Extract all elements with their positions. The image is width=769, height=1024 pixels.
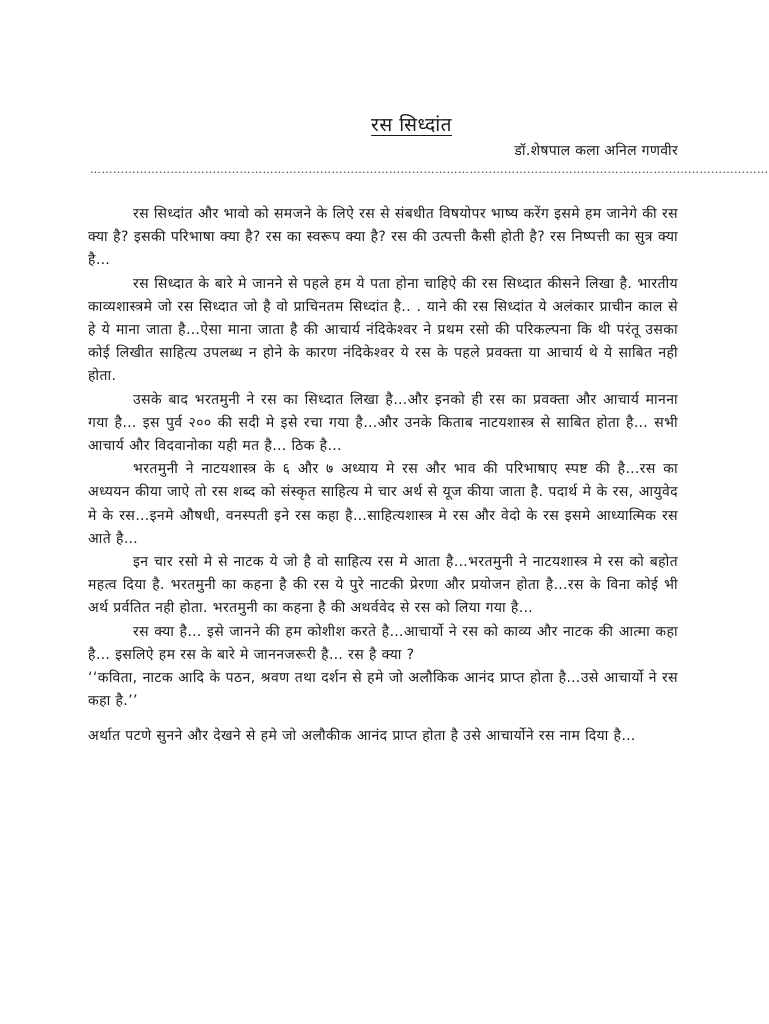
dotted-separator: …………………………………………………………………………………………………………………………………………………………… xyxy=(90,163,769,176)
paragraph: इन चार रसो मे से नाटक ये जो है वो साहित्य रस मे आता है…भरतमुनी ने नाटयशास्त्र मे रस को बहोत महत्व दिया है. भरतमुनी का कहना है की रस ये पुरे नाटकी प्रेरणा और प्रयोजन होता है…रस के विना कोई भी अर्थ प्रर्वतित नही होता. भरतमुनी का कहना है की अथर्ववेद से रस को लिया गया है… xyxy=(88,554,678,617)
paragraph: उसके बाद भरतमुनी ने रस का सिध्दात लिखा है…और इनको ही रस का प्रवक्ता और आचार्य मानना गया है… इस पुर्व २०० की सदी मे इसे रचा गया है…और उनके किताब नाटयशास्त्र से साबित होता है… सभी आचार्य और विदवानोका यही मत है… ठिक है… xyxy=(88,391,678,455)
document-title-text: रस सिध्दांत xyxy=(371,114,452,136)
document-author: डॉ.शेषपाल कला अनिल गणवीर xyxy=(514,143,678,159)
quotation-paragraph: ‘‘कविता, नाटक आदि के पठन, श्रवण तथा दर्शन से हमे जो अलौकिक आनंद प्राप्त होता है…उसे आचार्यो ने रस कहा है.’’ xyxy=(88,670,678,710)
paragraph: रस क्या है… इसे जानने की हम कोशीश करते है…आचार्यो ने रस को काव्य और नाटक की आत्मा कहा है… इसलिऐ हम रस के बारे मे जाननजरूरी है… रस है क्या ? xyxy=(88,623,678,663)
paragraph: भरतमुनी ने नाटयशास्त्र के ६ और ७ अध्याय मे रस और भाव की परिभाषाए स्पष्ट की है…रस का अध्ययन कीया जाऐ तो रस शब्द को संस्कृत साहित्य मे चार अर्थ से यूज कीया जाता है. पदार्थ मे के रस, आयुवेद मे के रस…इनमे औषधी, वनस्पती इने रस कहा है…साहित्यशास्त्र मे रस और वेदो के रस इसमे आध्यात्मिक रस आते है… xyxy=(88,461,678,547)
conclusion-paragraph: अर्थात पटणे सुनने और देखने से हमे जो अलौकीक आनंद प्राप्त होता है उसे आचार्योने रस नाम दिया है… xyxy=(88,728,636,745)
document-title xyxy=(0,111,768,137)
paragraph: रस सिध्दात के बारे मे जानने से पहले हम ये पता होना चाहिऐ की रस सिध्दात कीसने लिखा है. भारतीय काव्यशास्त्रमे जो रस सिध्दात जो है वो प्राचिनतम सिध्दांत है.. . याने की रस सिध्दांत ये अलंकार प्राचीन काल से हे ये माना जाता है…ऐसा माना जाता है की आचार्य नंदिकेश्वर ने प्रथम रसो की परिकल्पना कि थी परंतू उसका कोई लिखीत साहित्य उपलब्ध न होने के कारण नंदिकेश्वर ये रस के पहले प्रवक्ता या आचार्य थे ये साबित नही होता. xyxy=(88,275,678,385)
document-body xyxy=(88,203,678,749)
paragraph: रस सिध्दांत और भावो को समजने के लिऐ रस से संबधीत विषयोपर भाष्य करेंग इसमे हम जानेगे की रस क्या है? इसकी परिभाषा क्या है? रस का स्वरूप क्या है? रस की उत्पत्ती कैसी होती है? रस निष्पत्ती का सुत्र क्या है… xyxy=(88,206,678,269)
